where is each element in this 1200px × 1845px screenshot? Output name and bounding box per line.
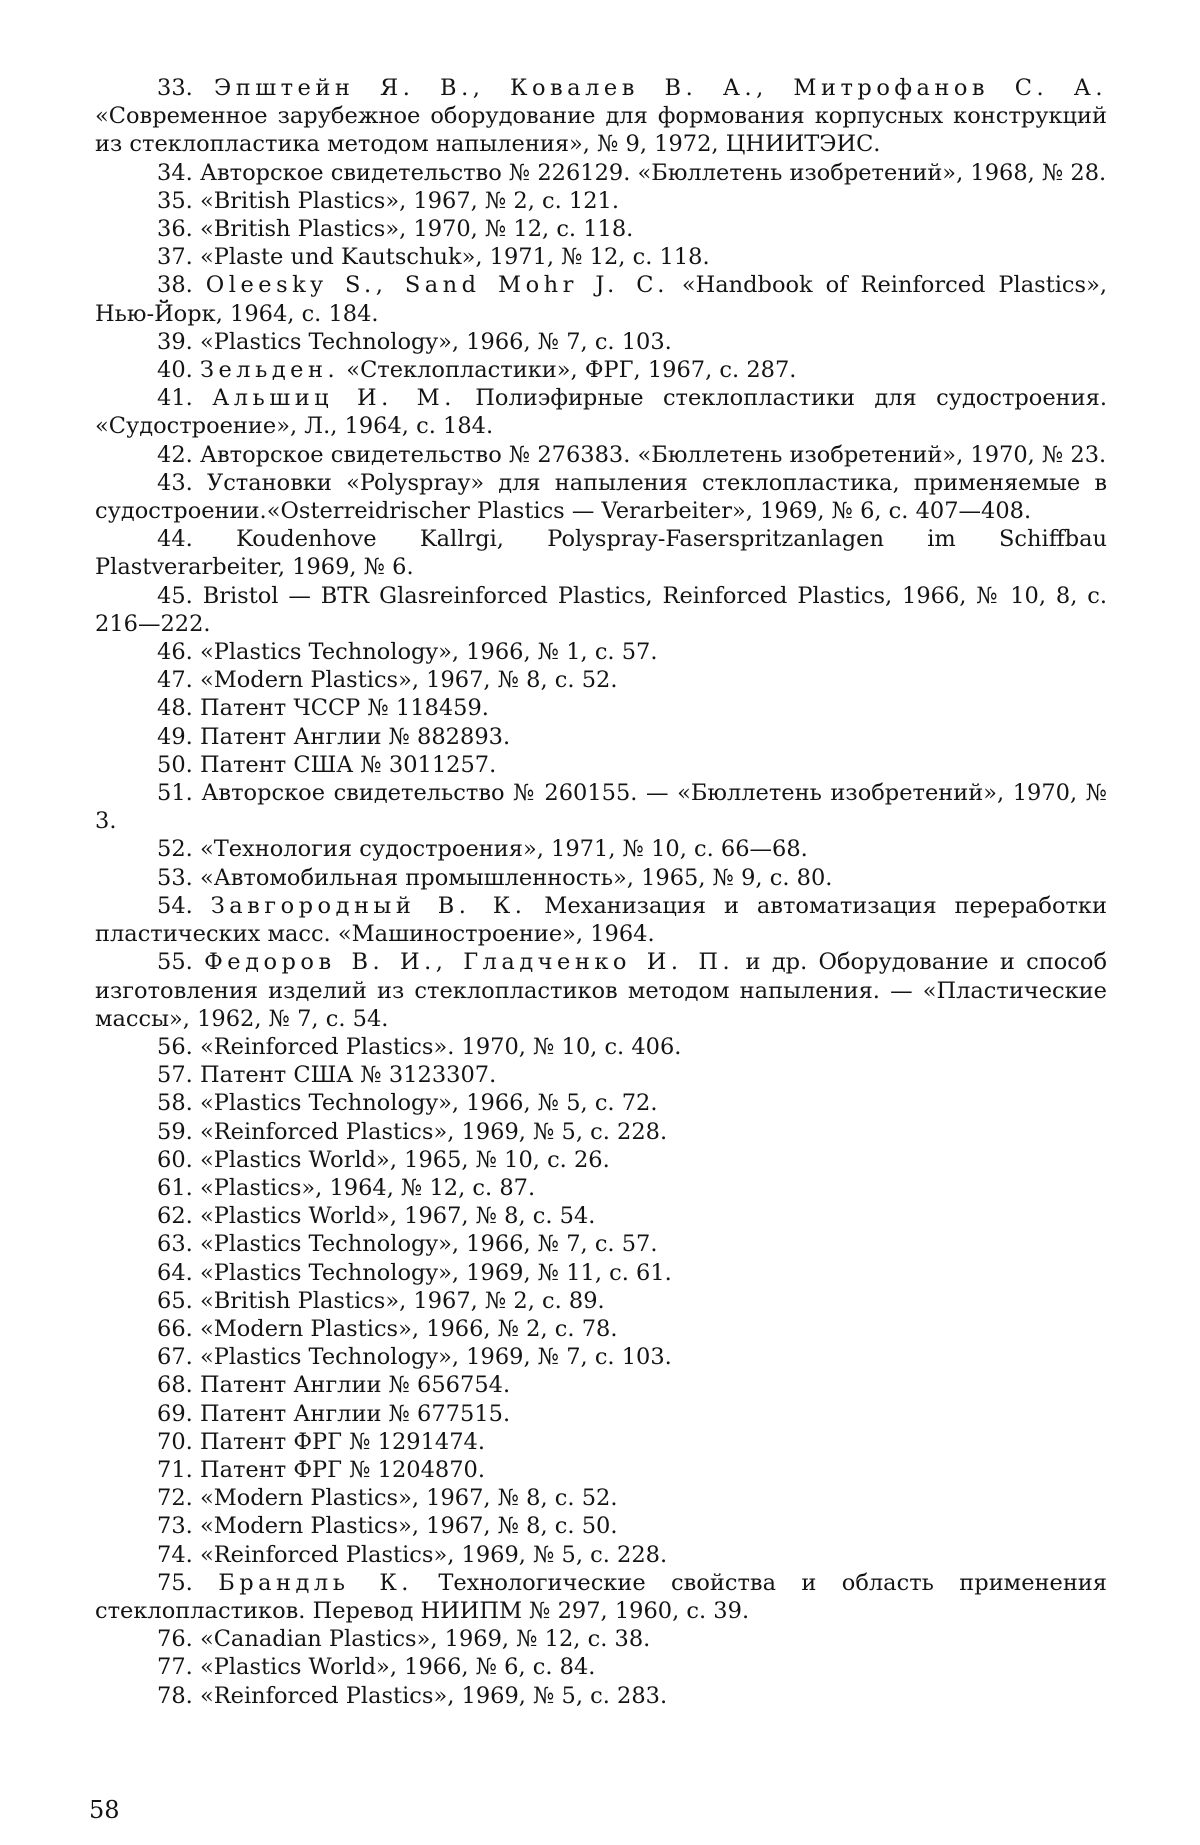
- reference-entry: [95, 892, 1107, 948]
- reference-text: Технологические свойства и область применения стеклопластиков. Перевод НИИПМ № 297, 1960, с. 39.: [95, 1569, 1108, 1624]
- reference-text: Патент ФРГ № 1291474.: [199, 1428, 486, 1455]
- reference-number: 76.: [157, 1626, 193, 1653]
- reference-text: Авторское свидетельство № 276383. «Бюллетень изобретений», 1970, № 23.: [199, 441, 1107, 468]
- reference-entry: [95, 1625, 1107, 1653]
- reference-number: 71.: [157, 1456, 193, 1483]
- reference-entry: [95, 779, 1107, 835]
- reference-number: 41.: [157, 385, 193, 412]
- reference-text: Koudenhove Kallrgi, Polyspray-Faserspritzanlagen im Schiffbau Plastverarbeiter, 1969, № 6.: [95, 526, 1108, 581]
- reference-entry: [95, 1512, 1107, 1540]
- reference-number: 36.: [157, 216, 193, 243]
- reference-entry: [95, 187, 1107, 215]
- reference-entry: [95, 525, 1107, 581]
- reference-author: Брандль К.: [218, 1569, 413, 1596]
- reference-number: 68.: [157, 1372, 193, 1399]
- reference-number: 63.: [157, 1231, 193, 1258]
- reference-number: 74.: [157, 1541, 193, 1568]
- reference-text: «Plastics Technology», 1966, № 7, с. 57.: [199, 1231, 658, 1258]
- reference-author: Эпштейн Я. В., Ковалев В. А., Митрофанов С. А.: [213, 75, 1108, 101]
- reference-entry: [95, 271, 1107, 327]
- reference-number: 61.: [157, 1174, 193, 1201]
- reference-number: 51.: [157, 780, 193, 807]
- reference-text: Патент ФРГ № 1204870.: [199, 1456, 486, 1483]
- reference-author: Альшиц И. М.: [212, 385, 456, 412]
- reference-entry: [95, 1033, 1107, 1061]
- reference-number: 72.: [157, 1485, 193, 1512]
- reference-number: 53.: [157, 864, 193, 891]
- reference-entry: [95, 1230, 1107, 1258]
- reference-entry: [95, 1371, 1107, 1399]
- reference-text: «Reinforced Plastics», 1969, № 5, с. 228.: [199, 1118, 668, 1145]
- reference-entry: [95, 441, 1107, 469]
- reference-text: «Reinforced Plastics». 1970, № 10, с. 406.: [199, 1033, 682, 1060]
- reference-text: Механизация и автоматизация переработки пластических масс. «Машиностроение», 1964.: [95, 892, 1107, 948]
- reference-text: «Canadian Plastics», 1969, № 12, с. 38.: [199, 1626, 651, 1653]
- reference-author: Федоров В. И., Гладченко И. П.: [204, 949, 735, 976]
- reference-number: 44.: [157, 526, 193, 553]
- reference-text: «Plastics», 1964, № 12, с. 87.: [199, 1174, 536, 1201]
- reference-text: «Plastics World», 1966, № 6, с. 84.: [199, 1654, 596, 1681]
- reference-number: 73.: [157, 1513, 193, 1540]
- reference-entry: [95, 582, 1107, 638]
- reference-number: 45.: [157, 582, 193, 609]
- reference-entry: [95, 1202, 1107, 1230]
- reference-entry: [95, 1682, 1107, 1710]
- reference-entry: [95, 948, 1107, 1033]
- reference-number: 50.: [157, 751, 193, 778]
- reference-entry: [95, 1653, 1107, 1681]
- reference-entry: [95, 328, 1107, 356]
- reference-number: 64.: [157, 1259, 193, 1286]
- reference-entry: [95, 1061, 1107, 1089]
- reference-text: «Reinforced Plastics», 1969, № 5, с. 228.: [199, 1541, 668, 1568]
- reference-number: 66.: [157, 1315, 193, 1342]
- reference-entry: [95, 694, 1107, 722]
- reference-number: 43.: [157, 469, 193, 496]
- reference-number: 49.: [157, 723, 193, 750]
- reference-text: Авторское свидетельство № 260155. — «Бюллетень изобретений», 1970, № 3.: [95, 780, 1108, 835]
- reference-entry: [95, 1118, 1107, 1146]
- reference-entry: [95, 215, 1107, 243]
- reference-number: 69.: [157, 1400, 193, 1427]
- reference-entry: [95, 243, 1107, 271]
- reference-number: 55.: [157, 949, 193, 976]
- reference-number: 54.: [157, 892, 193, 919]
- reference-list: [95, 74, 1107, 1710]
- reference-number: 60.: [157, 1146, 193, 1173]
- reference-number: 59.: [157, 1118, 193, 1145]
- reference-number: 42.: [157, 441, 193, 468]
- reference-text: Патент США № 3011257.: [199, 751, 497, 778]
- reference-entry: [95, 638, 1107, 666]
- reference-number: 40.: [157, 357, 193, 384]
- reference-entry: [95, 1343, 1107, 1371]
- reference-entry: [95, 74, 1107, 159]
- reference-number: 70.: [157, 1428, 193, 1455]
- reference-text: «Plaste und Kautschuk», 1971, № 12, с. 118.: [199, 244, 710, 271]
- reference-number: 37.: [157, 244, 193, 271]
- reference-entry: [95, 356, 1107, 384]
- reference-text: «Modern Plastics», 1966, № 2, с. 78.: [199, 1315, 618, 1342]
- reference-number: 56.: [157, 1033, 193, 1060]
- reference-text: Патент Англии № 882893.: [199, 723, 511, 750]
- reference-number: 48.: [157, 695, 193, 722]
- reference-entry: [95, 469, 1107, 525]
- reference-entry: [95, 1287, 1107, 1315]
- reference-text: «Reinforced Plastics», 1969, № 5, с. 283.: [199, 1682, 668, 1709]
- reference-text: «Plastics Technology», 1966, № 5, с. 72.: [199, 1090, 658, 1117]
- reference-entry: [95, 835, 1107, 863]
- reference-number: 78.: [157, 1682, 193, 1709]
- reference-entry: [95, 1315, 1107, 1343]
- reference-text: «Plastics Technology», 1966, № 7, с. 103.: [199, 328, 672, 355]
- reference-number: 33.: [157, 75, 193, 101]
- reference-entry: [95, 751, 1107, 779]
- reference-text: «Plastics World», 1965, № 10, с. 26.: [199, 1146, 610, 1173]
- reference-text: Авторское свидетельство № 226129. «Бюллетень изобретений», 1968, № 28.: [199, 159, 1107, 186]
- reference-text: «Plastics World», 1967, № 8, с. 54.: [199, 1203, 596, 1230]
- reference-number: 39.: [157, 328, 193, 355]
- reference-entry: [95, 1089, 1107, 1117]
- reference-number: 38.: [157, 272, 193, 299]
- reference-number: 57.: [157, 1062, 193, 1089]
- reference-number: 52.: [157, 836, 193, 863]
- reference-text: «British Plastics», 1970, № 12, с. 118.: [199, 216, 634, 243]
- reference-text: Патент ЧССР № 118459.: [199, 695, 489, 722]
- reference-text: «British Plastics», 1967, № 2, с. 89.: [199, 1287, 605, 1314]
- reference-text: «Технология судостроения», 1971, № 10, с. 66—68.: [199, 836, 808, 863]
- reference-text: «Handbook of Reinforced Plastics», Нью-Йорк, 1964, с. 184.: [95, 272, 1107, 327]
- reference-entry: [95, 723, 1107, 751]
- page-number: 58: [89, 1796, 120, 1824]
- reference-text: и др. Оборудование и способ изготовления изделий из стеклопластиков методом напыления. — «Пластические массы», 1962, № 7, с. 54.: [95, 949, 1107, 1032]
- reference-number: 75.: [157, 1569, 193, 1596]
- reference-number: 77.: [157, 1654, 193, 1681]
- reference-text: Патент Англии № 656754.: [199, 1372, 511, 1399]
- reference-entry: [95, 1484, 1107, 1512]
- reference-number: 46.: [157, 639, 193, 666]
- reference-text: Установки «Polyspray» для напыления стеклопластика, применяемые в судостроении.«Osterreidrischer Plastics — Verarbeiter», 1969, № 6, с. 407—408.: [95, 469, 1107, 525]
- reference-entry: [95, 1174, 1107, 1202]
- reference-number: 65.: [157, 1287, 193, 1314]
- reference-entry: [95, 1428, 1107, 1456]
- reference-author: Зельден.: [199, 357, 340, 384]
- reference-text: Полиэфирные стеклопластики для судостроения. «Судостроение», Л., 1964, с. 184.: [95, 385, 1108, 440]
- reference-entry: [95, 1541, 1107, 1569]
- reference-number: 47.: [157, 667, 193, 694]
- reference-entry: [95, 384, 1107, 440]
- reference-entry: [95, 1569, 1107, 1625]
- reference-entry: [95, 1259, 1107, 1287]
- reference-text: «Modern Plastics», 1967, № 8, с. 52.: [199, 667, 618, 694]
- reference-text: «Plastics Technology», 1966, № 1, с. 57.: [199, 639, 658, 666]
- reference-entry: [95, 864, 1107, 892]
- reference-number: 35.: [157, 187, 193, 214]
- reference-entry: [95, 1146, 1107, 1174]
- reference-text: «Автомобильная промышленность», 1965, № 9, с. 80.: [199, 864, 833, 891]
- reference-text: «Современное зарубежное оборудование для формования корпусных конструкций из стеклопластика методом напыления», № 9, 1972, ЦНИИТЭИС.: [95, 103, 1107, 158]
- reference-text: «Стеклопластики», ФРГ, 1967, с. 287.: [339, 357, 797, 384]
- reference-text: «Modern Plastics», 1967, № 8, с. 52.: [199, 1485, 618, 1512]
- reference-entry: [95, 1400, 1107, 1428]
- reference-entry: [95, 159, 1107, 187]
- reference-entry: [95, 1456, 1107, 1484]
- reference-text: «British Plastics», 1967, № 2, с. 121.: [199, 187, 620, 214]
- reference-number: 62.: [157, 1203, 193, 1230]
- reference-text: «Modern Plastics», 1967, № 8, с. 50.: [199, 1513, 618, 1540]
- reference-author: Завгородный В. К.: [210, 892, 527, 919]
- reference-entry: [95, 666, 1107, 694]
- reference-text: «Plastics Technology», 1969, № 11, с. 61.: [199, 1259, 672, 1286]
- reference-text: Патент Англии № 677515.: [199, 1400, 511, 1427]
- reference-number: 58.: [157, 1090, 193, 1117]
- reference-text: Bristol — BTR Glasreinforced Plastics, Reinforced Plastics, 1966, № 10, 8, с. 216—222.: [95, 582, 1107, 637]
- reference-text: «Plastics Technology», 1969, № 7, с. 103.: [199, 1344, 672, 1371]
- reference-text: Патент США № 3123307.: [199, 1062, 497, 1089]
- reference-number: 34.: [157, 159, 193, 186]
- reference-number: 67.: [157, 1344, 193, 1371]
- reference-author: Oleesky S., Sand Mohr J. C.: [205, 272, 669, 299]
